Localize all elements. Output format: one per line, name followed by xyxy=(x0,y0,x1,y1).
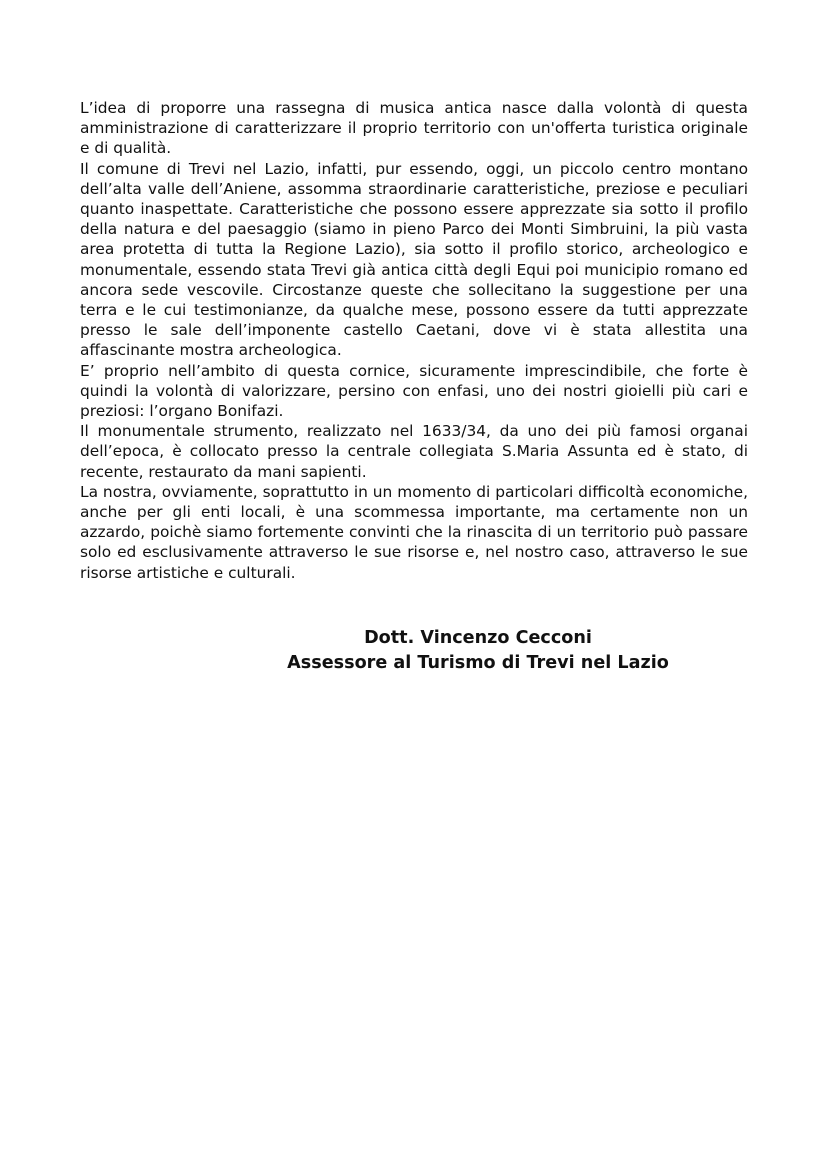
signature-role: Assessore al Turismo di Trevi nel Lazio xyxy=(287,653,669,673)
paragraph-organ-history: Il monumentale strumento, realizzato nel 1633/34, da uno dei più famosi organai dell’epoca, è collocato presso la centrale collegiata S.Maria Assunta ed è stato, di recente, restaurato da mani sapienti. xyxy=(80,422,748,481)
signature-name: Dott. Vincenzo Cecconi xyxy=(364,628,592,648)
paragraph-organ-context: E’ proprio nell’ambito di questa cornice, sicuramente imprescindibile, che forte è quindi la volontà di valorizzare, persino con enfasi, uno dei nostri gioielli più cari e preziosi: l’organo Bonifazi. xyxy=(80,361,748,421)
paragraph-intro: L’idea di proporre una rassegna di musica antica nasce dalla volontà di questa amministrazione di caratterizzare il proprio territorio con un'offerta turistica originale e di qualità. xyxy=(80,99,748,158)
signature-block xyxy=(230,626,726,676)
document-body xyxy=(80,98,748,583)
paragraph-trevi-description: Il comune di Trevi nel Lazio, infatti, pur essendo, oggi, un piccolo centro montano dell’alta valle dell’Aniene, assomma straordinarie caratteristiche, preziose e peculiari quanto inaspettate. Caratteristiche che possono essere apprezzate sia sotto il profilo della natura e del paesaggio (siamo in pieno Parco dei Monti Simbruini, la più vasta area protetta di tutta la Regione Lazio), sia sotto il profilo storico, archeologico e monumentale, essendo stata Trevi già antica città degli Equi poi municipio romano ed ancora sede vescovile. Circostanze queste che sollecitano la suggestione per una terra e le cui testimonianze, da qualche mese, possono essere da tutti apprezzate presso le sale dell’imponente castello Caetani, dove vi è stata allestita una affascinante mostra archeologica. xyxy=(80,159,748,360)
paragraph-conclusion: La nostra, ovviamente, soprattutto in un momento di particolari difficoltà economiche, anche per gli enti locali, è una scommessa importante, ma certamente non un azzardo, poichè siamo fortemente convinti che la rinascita di un territorio può passare solo ed esclusivamente attraverso le sue risorse e, nel nostro caso, attraverso le sue risorse artistiche e culturali. xyxy=(80,482,748,582)
